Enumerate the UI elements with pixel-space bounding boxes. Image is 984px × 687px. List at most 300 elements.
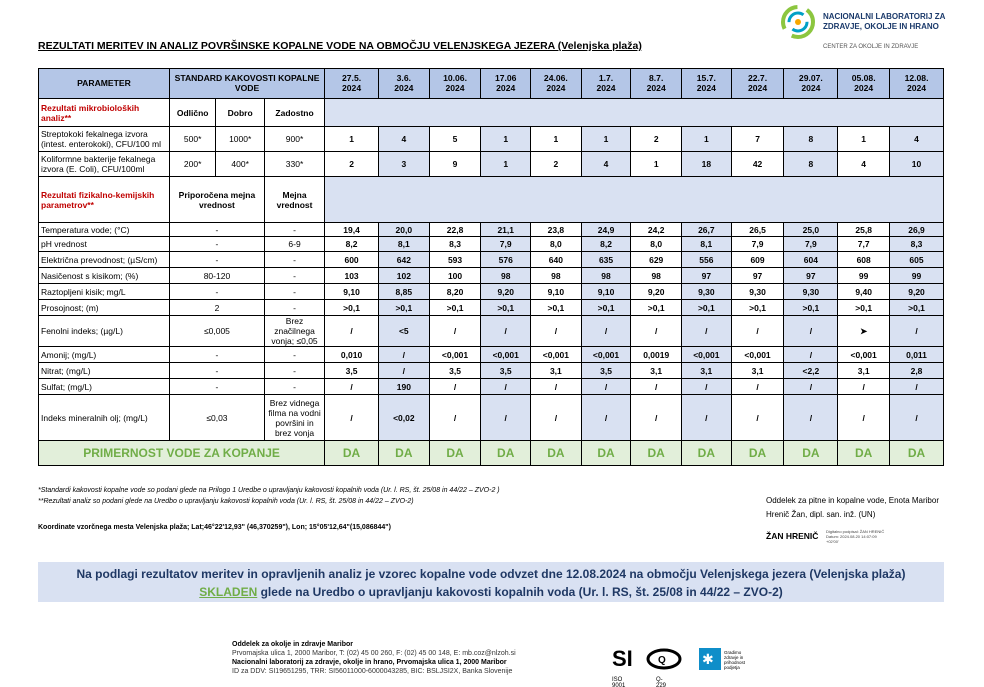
parameter-name: Nitrat; (mg/L) bbox=[39, 363, 170, 379]
result-value: 605 bbox=[890, 252, 944, 268]
date-year: 2024 bbox=[696, 82, 716, 93]
result-value: <0,001 bbox=[531, 347, 582, 363]
result-value: / bbox=[325, 379, 379, 395]
result-value: 9,20 bbox=[481, 284, 531, 300]
result-value: 1 bbox=[838, 127, 890, 152]
digital-signature-info: Digitalno podpisal: ŽAN HRENIČ Datum: 2024.08.20 14:07:09 +02'00' bbox=[826, 529, 885, 544]
result-value: 609 bbox=[731, 252, 784, 268]
result-value: 97 bbox=[784, 268, 838, 284]
standard-sufficient: 900* bbox=[264, 127, 324, 152]
date-header bbox=[682, 69, 732, 99]
result-value: >0,1 bbox=[682, 300, 732, 316]
result-value: 3,1 bbox=[682, 363, 732, 379]
result-value: 10 bbox=[890, 152, 944, 177]
result-value: 21,1 bbox=[481, 223, 531, 237]
result-value: 26,5 bbox=[731, 223, 784, 237]
footnote-standards: *Standardi kakovosti kopalne vode so podani glede na Prilogo 1 Uredbe o upravljanju kakovosti kopalnih voda (Ur. l. RS, št. 25/08 in 44/22 – ZVO-2 ) bbox=[38, 487, 500, 494]
result-value: 593 bbox=[429, 252, 481, 268]
result-value: 8 bbox=[784, 127, 838, 152]
result-value: 8,3 bbox=[429, 237, 481, 252]
phys-row bbox=[39, 268, 944, 284]
limit-value: Brez značilnega vonja; ≤0,05 bbox=[264, 316, 324, 347]
limit-value: - bbox=[264, 268, 324, 284]
result-value: 629 bbox=[631, 252, 682, 268]
result-value: 8,2 bbox=[325, 237, 379, 252]
result-value: / bbox=[631, 395, 682, 441]
result-value: 99 bbox=[890, 268, 944, 284]
result-value: >0,1 bbox=[838, 300, 890, 316]
footer-contact: Prvomajska ulica 1, 2000 Maribor, T: (02) 45 00 260, F: (02) 45 00 148, E: mb.coz@nlzoh.si bbox=[232, 650, 516, 657]
result-value: / bbox=[838, 395, 890, 441]
date-day: 3.6. bbox=[396, 73, 411, 83]
date-year: 2024 bbox=[906, 82, 927, 93]
result-value: / bbox=[731, 316, 784, 347]
limit-value: - bbox=[264, 252, 324, 268]
result-value: 9,30 bbox=[784, 284, 838, 300]
result-value: 1 bbox=[631, 152, 682, 177]
result-value: >0,1 bbox=[731, 300, 784, 316]
recommended-limit: - bbox=[169, 237, 264, 252]
date-year: 2024 bbox=[801, 82, 821, 93]
result-value: <0,02 bbox=[378, 395, 429, 441]
date-header bbox=[531, 69, 582, 99]
suitability-value: DA bbox=[429, 441, 481, 466]
result-value: 8,0 bbox=[631, 237, 682, 252]
date-day: 05.08. bbox=[851, 73, 876, 83]
result-value: >0,1 bbox=[481, 300, 531, 316]
org-name-line1: NACIONALNI LABORATORIJ ZA bbox=[823, 12, 946, 21]
result-value: 98 bbox=[481, 268, 531, 284]
org-subtitle: CENTER ZA OKOLJE IN ZDRAVJE bbox=[823, 44, 919, 50]
result-value: 9 bbox=[429, 152, 481, 177]
result-value: / bbox=[531, 395, 582, 441]
phys-row bbox=[39, 223, 944, 237]
result-value: 576 bbox=[481, 252, 531, 268]
phys-row bbox=[39, 284, 944, 300]
suitability-label: PRIMERNOST VODE ZA KOPANJE bbox=[39, 441, 325, 466]
result-value: 8,85 bbox=[378, 284, 429, 300]
result-value: / bbox=[784, 316, 838, 347]
date-year: 2024 bbox=[496, 82, 516, 93]
signatory-department: Oddelek za pitne in kopalne vode, Enota Maribor bbox=[766, 496, 939, 505]
footnote-results: **Rezultati analiz so podani glede na Uredbo o upravljanju kakovosti kopalnih voda (Ur. l. RS, št. 25/08 in 44/22 – ZVO-2) bbox=[38, 498, 414, 505]
suitability-value: DA bbox=[890, 441, 944, 466]
result-value: 98 bbox=[531, 268, 582, 284]
result-value: 7,9 bbox=[784, 237, 838, 252]
result-value: 5 bbox=[429, 127, 481, 152]
result-value: <0,001 bbox=[481, 347, 531, 363]
result-value: <2,2 bbox=[784, 363, 838, 379]
standard-excellent: 500* bbox=[169, 127, 215, 152]
date-day: 17.06 bbox=[494, 73, 517, 83]
result-value: 8,1 bbox=[378, 237, 429, 252]
col-standard-header: STANDARD KAKOVOSTI KOPALNE VODE bbox=[169, 69, 324, 99]
result-value: 3,5 bbox=[325, 363, 379, 379]
date-header bbox=[731, 69, 784, 99]
result-value: 8,2 bbox=[581, 237, 631, 252]
result-value: / bbox=[429, 395, 481, 441]
result-value: 26,7 bbox=[682, 223, 732, 237]
result-value: / bbox=[731, 395, 784, 441]
footer-ids: ID za DDV: SI19651295, TRR: SI56011000-6000043285, BIC: BSLJSI2X, Banka Slovenije bbox=[232, 668, 513, 675]
result-value: >0,1 bbox=[581, 300, 631, 316]
result-value: 42 bbox=[731, 152, 784, 177]
phys-row bbox=[39, 363, 944, 379]
result-value: 3,5 bbox=[481, 363, 531, 379]
recommended-limit: ≤0,03 bbox=[169, 395, 264, 441]
date-year: 2024 bbox=[546, 82, 566, 93]
result-value: / bbox=[890, 395, 944, 441]
date-year: 2024 bbox=[747, 82, 768, 93]
standard-good: 400* bbox=[216, 152, 265, 177]
parameter-name: Električna prevodnost; (µS/cm) bbox=[39, 252, 170, 268]
svg-text:Q: Q bbox=[658, 655, 666, 666]
date-day: 27.5. bbox=[342, 73, 362, 83]
result-value: / bbox=[581, 395, 631, 441]
org-name-line2: ZDRAVJE, OKOLJE IN HRANO bbox=[823, 22, 939, 31]
result-value: 600 bbox=[325, 252, 379, 268]
result-value: / bbox=[784, 379, 838, 395]
result-value: 0,011 bbox=[890, 347, 944, 363]
result-value: / bbox=[682, 395, 732, 441]
date-header bbox=[481, 69, 531, 99]
date-day: 24.06. bbox=[543, 73, 568, 83]
result-value: 22,8 bbox=[429, 223, 481, 237]
result-value: >0,1 bbox=[631, 300, 682, 316]
recommended-limit: - bbox=[169, 347, 264, 363]
result-value: 3,5 bbox=[581, 363, 631, 379]
result-value: 7,9 bbox=[481, 237, 531, 252]
signatory-name: Hrenič Žan, dipl. san. inž. (UN) bbox=[766, 510, 876, 519]
result-value: 9,30 bbox=[731, 284, 784, 300]
result-value: 7,9 bbox=[731, 237, 784, 252]
parameter-name: Nasičenost s kisikom; (%) bbox=[39, 268, 170, 284]
result-value: / bbox=[784, 347, 838, 363]
conclusion-banner bbox=[38, 562, 944, 602]
result-value: / bbox=[838, 379, 890, 395]
result-value: 8,3 bbox=[890, 237, 944, 252]
date-day: 15.7. bbox=[696, 73, 716, 83]
standard-excellent: 200* bbox=[169, 152, 215, 177]
result-value: >0,1 bbox=[531, 300, 582, 316]
parameter-name: Prosojnost; (m) bbox=[39, 300, 170, 316]
suitability-value: DA bbox=[682, 441, 732, 466]
result-value: 98 bbox=[581, 268, 631, 284]
result-value: 0,0019 bbox=[631, 347, 682, 363]
phys-row bbox=[39, 347, 944, 363]
result-value: / bbox=[731, 379, 784, 395]
date-year: 2024 bbox=[854, 82, 874, 93]
limit-value: - bbox=[264, 347, 324, 363]
date-year: 2024 bbox=[596, 82, 616, 93]
result-value: 0,010 bbox=[325, 347, 379, 363]
green-cert-label: Gradimo zdravje in prihodnost podjetja bbox=[724, 650, 746, 670]
date-header bbox=[838, 69, 890, 99]
result-value: 3,1 bbox=[631, 363, 682, 379]
result-value: 1 bbox=[325, 127, 379, 152]
suitability-value: DA bbox=[378, 441, 429, 466]
conclusion-line1: Na podlagi rezultatov meritev in opravljenih analiz je vzorec kopalne vode odvzet dne 12.08.2024 na območju Velenjskega jezera (Velenjska plaža) bbox=[76, 567, 906, 581]
result-value: 9,40 bbox=[838, 284, 890, 300]
result-value: 97 bbox=[731, 268, 784, 284]
result-value: / bbox=[631, 379, 682, 395]
result-value: / bbox=[682, 379, 732, 395]
iso-label: ISO 9001 bbox=[612, 677, 626, 687]
siq-logo-icon bbox=[612, 646, 692, 672]
result-value: 1 bbox=[581, 127, 631, 152]
result-value: 9,10 bbox=[531, 284, 582, 300]
date-year: 2024 bbox=[394, 82, 414, 93]
result-value: <0,001 bbox=[682, 347, 732, 363]
date-header bbox=[890, 69, 944, 99]
parameter-name: Amonij; (mg/L) bbox=[39, 347, 170, 363]
result-value: 25,0 bbox=[784, 223, 838, 237]
footer-dept: Oddelek za okolje in zdravje Maribor bbox=[232, 641, 353, 648]
result-value: 3,1 bbox=[731, 363, 784, 379]
result-value: 18 bbox=[682, 152, 732, 177]
result-value: 1 bbox=[531, 127, 582, 152]
document-title: REZULTATI MERITEV IN ANALIZ POVRŠINSKE KOPALNE VODE NA OBMOČJU VELENJSKEGA JEZERA (Velenjska plaža) bbox=[38, 40, 642, 52]
recommended-limit: 80-120 bbox=[169, 268, 264, 284]
suitability-value: DA bbox=[784, 441, 838, 466]
result-value: / bbox=[531, 379, 582, 395]
phys-row bbox=[39, 379, 944, 395]
date-day: 12.08. bbox=[904, 73, 929, 83]
recommended-limit: - bbox=[169, 379, 264, 395]
org-name bbox=[823, 12, 973, 32]
date-day: 10.06. bbox=[443, 73, 467, 83]
result-value: >0,1 bbox=[784, 300, 838, 316]
micro-row bbox=[39, 127, 944, 152]
result-value: >0,1 bbox=[378, 300, 429, 316]
result-value: / bbox=[325, 316, 379, 347]
phys-row bbox=[39, 395, 944, 441]
result-value: / bbox=[481, 395, 531, 441]
result-value: 9,30 bbox=[682, 284, 732, 300]
conclusion-line2-text: glede na Uredbo o upravljanju kakovosti kopalnih voda (Ur. l. RS, št. 25/08 in 44/22 – ZVO-2) bbox=[257, 585, 783, 599]
result-value: 1 bbox=[481, 152, 531, 177]
parameter-name: Temperatura vode; (°C) bbox=[39, 223, 170, 237]
date-header bbox=[429, 69, 481, 99]
result-value: / bbox=[325, 395, 379, 441]
result-value: 2 bbox=[325, 152, 379, 177]
result-value: / bbox=[481, 316, 531, 347]
standard-good: 1000* bbox=[216, 127, 265, 152]
result-value: 642 bbox=[378, 252, 429, 268]
parameter-name: Raztopljeni kisik; mg/L bbox=[39, 284, 170, 300]
footer-institution: Nacionalni laboratorij za zdravje, okolje in hrano, Prvomajska ulica 1, 2000 Maribor bbox=[232, 659, 507, 666]
phys-row bbox=[39, 237, 944, 252]
section-fill bbox=[325, 99, 944, 127]
result-value: 8,1 bbox=[682, 237, 732, 252]
result-value: <5 bbox=[378, 316, 429, 347]
recommended-limit: 2 bbox=[169, 300, 264, 316]
result-value: 24,2 bbox=[631, 223, 682, 237]
result-value: >0,1 bbox=[890, 300, 944, 316]
phys-section-title: Rezultati fizikalno-kemijskih parametrov** bbox=[39, 177, 170, 223]
date-year: 2024 bbox=[445, 82, 465, 93]
result-value: 4 bbox=[890, 127, 944, 152]
result-value: / bbox=[890, 379, 944, 395]
result-value: / bbox=[581, 379, 631, 395]
result-value: 3 bbox=[378, 152, 429, 177]
suitability-value: DA bbox=[838, 441, 890, 466]
result-value: 2 bbox=[631, 127, 682, 152]
date-header bbox=[631, 69, 682, 99]
result-value: 1 bbox=[481, 127, 531, 152]
suitability-row bbox=[39, 441, 944, 466]
recommended-limit: ≤0,005 bbox=[169, 316, 264, 347]
svg-text:SI: SI bbox=[612, 646, 633, 671]
signature: ŽAN HRENIČ bbox=[766, 531, 819, 541]
conclusion-line2 bbox=[38, 583, 944, 601]
q-label: Q-229 bbox=[656, 677, 667, 687]
results-table bbox=[38, 68, 944, 466]
sampling-coordinates: Koordinate vzorčnega mesta Velenjska plaža; Lat;46°22'12,93" (46,370259"), Lon; 15°05'12,64"(15,086844") bbox=[38, 524, 391, 531]
result-value: 19,4 bbox=[325, 223, 379, 237]
result-value: 9,20 bbox=[890, 284, 944, 300]
date-day: 8.7. bbox=[649, 73, 664, 83]
suitability-value: DA bbox=[481, 441, 531, 466]
result-value: 608 bbox=[838, 252, 890, 268]
suitability-value: DA bbox=[531, 441, 582, 466]
date-year: 2024 bbox=[646, 82, 666, 93]
limit-value: - bbox=[264, 223, 324, 237]
result-value: 9,20 bbox=[631, 284, 682, 300]
result-value: / bbox=[581, 316, 631, 347]
phys-row bbox=[39, 316, 944, 347]
col-parameter-header: PARAMETER bbox=[39, 69, 170, 99]
date-header bbox=[581, 69, 631, 99]
result-value: / bbox=[429, 379, 481, 395]
parameter-name: Indeks mineralnih olj; (mg/L) bbox=[39, 395, 170, 441]
result-value: 2 bbox=[531, 152, 582, 177]
result-value: 2,8 bbox=[890, 363, 944, 379]
phys-standard-head-limit: Mejna vrednost bbox=[264, 177, 324, 223]
micro-section-row bbox=[39, 99, 944, 127]
green-cert-icon bbox=[699, 648, 721, 670]
result-value: 24,9 bbox=[581, 223, 631, 237]
result-value: 8,20 bbox=[429, 284, 481, 300]
limit-value: Brez vidnega filma na vodni površini in brez vonja bbox=[264, 395, 324, 441]
date-header bbox=[378, 69, 429, 99]
result-value: / bbox=[531, 316, 582, 347]
standard-sufficient: 330* bbox=[264, 152, 324, 177]
parameter-name: Sulfat; (mg/L) bbox=[39, 379, 170, 395]
result-value: 1 bbox=[682, 127, 732, 152]
result-value: 4 bbox=[838, 152, 890, 177]
date-day: 29.07. bbox=[798, 73, 823, 83]
parameter-name: pH vrednost bbox=[39, 237, 170, 252]
result-value: <0,001 bbox=[731, 347, 784, 363]
result-value: / bbox=[682, 316, 732, 347]
result-value: 102 bbox=[378, 268, 429, 284]
micro-standard-head: Dobro bbox=[216, 99, 265, 127]
result-value: / bbox=[784, 395, 838, 441]
result-value: 3,1 bbox=[531, 363, 582, 379]
result-value: 556 bbox=[682, 252, 732, 268]
result-value: 640 bbox=[531, 252, 582, 268]
limit-value: - bbox=[264, 363, 324, 379]
result-value: 99 bbox=[838, 268, 890, 284]
header-row bbox=[39, 69, 944, 99]
suitability-value: DA bbox=[631, 441, 682, 466]
parameter-name: Fenolni indeks; (µg/L) bbox=[39, 316, 170, 347]
result-value: >0,1 bbox=[325, 300, 379, 316]
limit-value: - bbox=[264, 300, 324, 316]
limit-value: - bbox=[264, 284, 324, 300]
date-header bbox=[784, 69, 838, 99]
date-header bbox=[325, 69, 379, 99]
limit-value: 6-9 bbox=[264, 237, 324, 252]
result-value: 26,9 bbox=[890, 223, 944, 237]
nlzoh-logo-icon bbox=[778, 2, 818, 42]
result-value: 9,10 bbox=[581, 284, 631, 300]
result-value: 25,8 bbox=[838, 223, 890, 237]
result-value: 8,0 bbox=[531, 237, 582, 252]
micro-row bbox=[39, 152, 944, 177]
micro-section-title: Rezultati mikrobioloških analiz** bbox=[39, 99, 170, 127]
recommended-limit: - bbox=[169, 252, 264, 268]
recommended-limit: - bbox=[169, 284, 264, 300]
result-value: 3,5 bbox=[429, 363, 481, 379]
parameter-name: Streptokoki fekalnega izvora (intest. enterokoki), CFU/100 ml bbox=[39, 127, 170, 152]
result-value: 100 bbox=[429, 268, 481, 284]
parameter-name: Koliformne bakterije fekalnega izvora (E. Coli), CFU/100ml bbox=[39, 152, 170, 177]
result-value: 98 bbox=[631, 268, 682, 284]
result-value: 4 bbox=[581, 152, 631, 177]
result-value: / bbox=[429, 316, 481, 347]
result-value: 7 bbox=[731, 127, 784, 152]
result-value: 8 bbox=[784, 152, 838, 177]
section-fill bbox=[325, 177, 944, 223]
suitability-value: DA bbox=[325, 441, 379, 466]
result-value: / bbox=[631, 316, 682, 347]
result-value: 20,0 bbox=[378, 223, 429, 237]
date-day: 1.7. bbox=[598, 73, 614, 83]
date-year: 2024 bbox=[342, 82, 362, 93]
date-day: 22.7. bbox=[747, 73, 768, 83]
recommended-limit: - bbox=[169, 223, 264, 237]
result-value: <0,001 bbox=[429, 347, 481, 363]
result-value: / bbox=[378, 363, 429, 379]
svg-text:✱: ✱ bbox=[702, 652, 714, 668]
result-value: 23,8 bbox=[531, 223, 582, 237]
result-value: <0,001 bbox=[581, 347, 631, 363]
result-value: 3,1 bbox=[838, 363, 890, 379]
limit-value: - bbox=[264, 379, 324, 395]
phys-section-row bbox=[39, 177, 944, 223]
result-value: <0,001 bbox=[838, 347, 890, 363]
phys-standard-head-recommended: Priporočena mejna vrednost bbox=[169, 177, 264, 223]
phys-row bbox=[39, 252, 944, 268]
result-value: 635 bbox=[581, 252, 631, 268]
phys-row bbox=[39, 300, 944, 316]
micro-standard-head: Zadostno bbox=[264, 99, 324, 127]
result-value: / bbox=[481, 379, 531, 395]
result-value: 190 bbox=[378, 379, 429, 395]
compliant-label: SKLADEN bbox=[199, 585, 258, 599]
recommended-limit: - bbox=[169, 363, 264, 379]
result-value: / bbox=[890, 316, 944, 347]
result-value: >0,1 bbox=[429, 300, 481, 316]
result-value: 103 bbox=[325, 268, 379, 284]
suitability-value: DA bbox=[581, 441, 631, 466]
nlzoh-logo bbox=[778, 2, 978, 56]
suitability-value: DA bbox=[731, 441, 784, 466]
micro-standard-head: Odlično bbox=[169, 99, 215, 127]
result-value: / bbox=[378, 347, 429, 363]
